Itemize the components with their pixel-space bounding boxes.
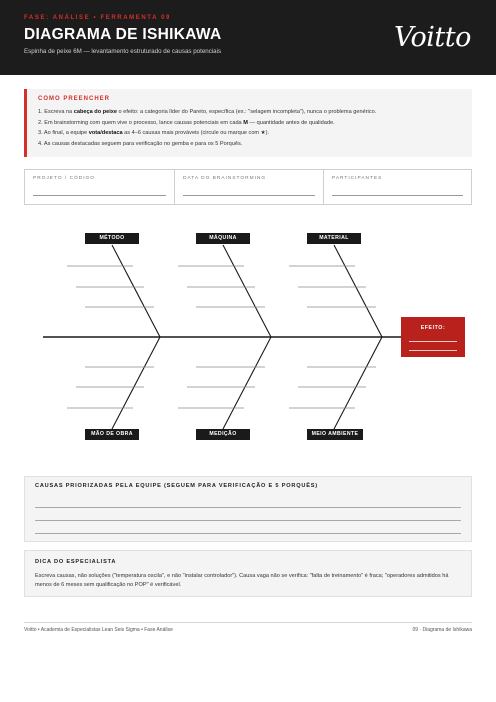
how-to-fill-steps xyxy=(38,109,376,151)
participants-field[interactable] xyxy=(323,170,471,204)
phase-label: FASE: ANÁLISE • FERRAMENTA 09 xyxy=(24,15,171,21)
brainstorm-date-label: DATA DO BRAINSTORMING xyxy=(183,176,267,181)
effect-label: EFEITO: xyxy=(420,325,446,331)
effect-box[interactable] xyxy=(401,317,465,357)
voitto-logo: Voitto xyxy=(394,22,471,53)
step-item: 1. Escreva na cabeça do peixe o efeito: a categoria líder do Pareto, específica (ex.: "selagem incompleta"), nunca o problema genérico. xyxy=(38,109,377,115)
how-to-fill-title: COMO PREENCHER xyxy=(38,96,111,102)
footer-left-text: Voitto • Academia de Especialistas Lean Seis Sigma • Fase Análise xyxy=(24,627,173,633)
project-code-field[interactable] xyxy=(25,170,174,204)
participants-label: PARTICIPANTES xyxy=(332,176,383,181)
page-header xyxy=(0,0,496,75)
brainstorm-date-field[interactable] xyxy=(174,170,323,204)
bone-medicao xyxy=(223,337,271,429)
category-label-material: MATERIAL xyxy=(307,233,361,244)
bone-maquina xyxy=(223,245,271,337)
bone-meio-ambiente xyxy=(334,337,382,429)
prioritized-causes-box[interactable] xyxy=(24,476,472,542)
bone-material xyxy=(334,245,382,337)
category-label-meio-ambiente: MEIO AMBIENTE xyxy=(307,429,363,440)
project-fields xyxy=(24,169,472,205)
writing-line xyxy=(35,533,461,534)
project-code-line xyxy=(33,195,166,196)
prioritized-causes-title: CAUSAS PRIORIZADAS PELA EQUIPE (SEGUEM PARA VERIFICAÇÃO E 5 PORQUÊS) xyxy=(35,483,318,489)
effect-line xyxy=(409,341,457,342)
category-label-metodo: MÉTODO xyxy=(85,233,139,244)
bone-mao-de-obra xyxy=(112,337,160,429)
how-to-fill-box xyxy=(24,89,472,157)
expert-tip-text: Escreva causas, não soluções ("temperatura oscila", e não "instalar controlador"). Causa vaga não se verifica: "falta de treinamento" é fraca; "operadores admitidos há menos de 6 meses sem qualificação no POP" é verificável. xyxy=(35,573,449,588)
project-code-label: PROJETO / CÓDIGO xyxy=(33,176,96,181)
step-item: 3. Ao final, a equipe vota/destaca as 4–6 causas mais prováveis (circule ou marque com ★). xyxy=(38,130,270,136)
category-label-maquina: MÁQUINA xyxy=(196,233,250,244)
page-title: DIAGRAMA DE ISHIKAWA xyxy=(24,26,222,43)
brainstorm-date-line xyxy=(183,195,315,196)
step-item: 4. As causas destacadas seguem para verificação no gemba e para os 5 Porquês. xyxy=(38,140,243,147)
effect-line xyxy=(409,350,457,351)
footer-right-text: 09 · Diagrama de Ishikawa xyxy=(412,627,472,633)
category-label-mao-de-obra: MÃO DE OBRA xyxy=(85,429,139,440)
footer-divider xyxy=(24,622,472,623)
participants-line xyxy=(332,195,463,196)
expert-tip-title: DICA DO ESPECIALISTA xyxy=(35,559,117,565)
writing-line xyxy=(35,507,461,508)
page-subtitle: Espinha de peixe 6M — levantamento estruturado de causas potenciais xyxy=(24,48,222,55)
bone-metodo xyxy=(112,245,160,337)
category-label-medicao: MEDIÇÃO xyxy=(196,429,250,440)
expert-tip-box xyxy=(24,550,472,597)
step-item: 2. Em brainstorming com quem vive o processo, lance causas potenciais em cada M — quantidade antes de qualidade. xyxy=(38,119,335,126)
writing-line xyxy=(35,520,461,521)
